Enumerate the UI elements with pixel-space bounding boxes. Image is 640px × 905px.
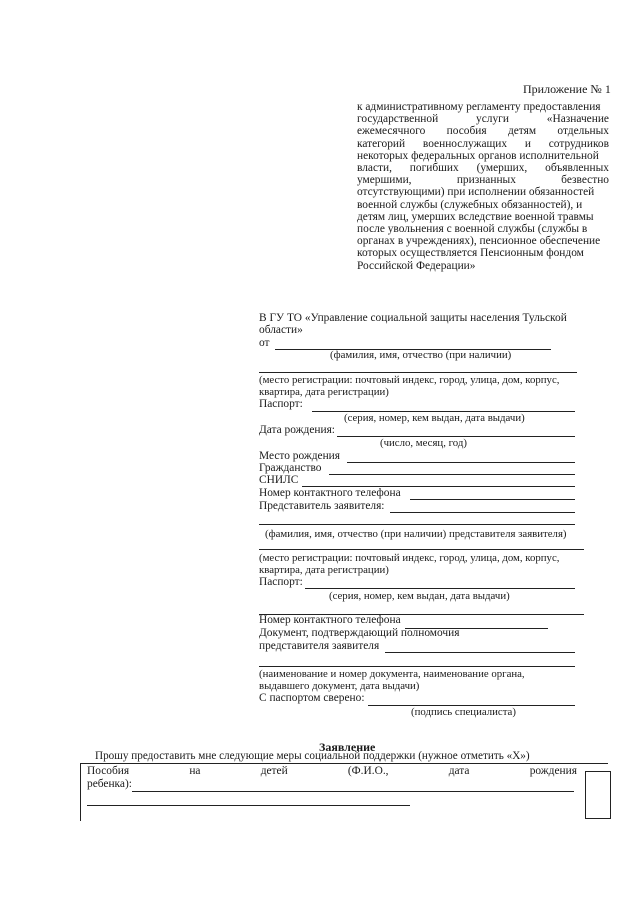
citizenship-label: Гражданство — [259, 462, 322, 474]
allowance-word: (Ф.И.О., — [347, 765, 389, 777]
snils-label: СНИЛС — [259, 474, 299, 486]
representative-label: Представитель заявителя: — [259, 500, 385, 512]
child-details-line-2[interactable] — [87, 805, 410, 806]
birth-place-line[interactable] — [347, 462, 575, 463]
regulation-word: после увольнения с военной службы (службы в — [357, 223, 588, 235]
allowance-word: детей — [260, 765, 288, 777]
phone-line[interactable] — [410, 499, 575, 500]
regulation-word: (умерших, — [476, 162, 528, 174]
regulation-word: к административному регламенту предоставления — [357, 101, 601, 113]
regulation-line — [357, 113, 609, 125]
regulation-word: Российской Федерации» — [357, 259, 476, 272]
representative-name-caption: (фамилия, имя, отчество (при наличии) представителя заявителя) — [265, 528, 567, 540]
allowance-word: Пособия — [87, 765, 130, 777]
regulation-word: умершими, — [357, 174, 412, 187]
regulation-word: и — [524, 137, 531, 150]
authority-document-caption-2: выдавшего документ, дата выдачи) — [259, 680, 420, 692]
allowance-word: дата — [448, 765, 470, 777]
table-top-border — [80, 763, 608, 764]
from-label: от — [259, 337, 270, 349]
regulation-word: «Назначение — [546, 113, 609, 126]
regulation-line — [357, 138, 609, 150]
regulation-word: признанных — [456, 174, 516, 187]
regulation-word: военнослужащих — [422, 137, 508, 150]
allowance-word: на — [189, 765, 201, 777]
birth-place-label: Место рождения — [259, 450, 341, 462]
addressee-line-2: области» — [259, 324, 303, 336]
regulation-word: некоторых федеральных органов исполнительной — [357, 149, 599, 162]
phone-label: Номер контактного телефона — [259, 487, 401, 499]
representative-address-line[interactable] — [259, 549, 584, 550]
regulation-line — [357, 235, 600, 247]
regulation-line — [357, 162, 609, 174]
regulation-word: ежемесячного — [357, 125, 426, 138]
birth-date-label: Дата рождения: — [259, 424, 335, 436]
specialist-signature-caption: (подпись специалиста) — [411, 706, 516, 718]
passport-label: Паспорт: — [259, 398, 303, 410]
appendix-number: Приложение № 1 — [523, 82, 611, 96]
representative-address-caption-2: квартира, дата регистрации) — [259, 564, 389, 576]
regulation-word: отсутствующими) при исполнении обязанностей — [357, 186, 595, 199]
addressee-text: В ГУ ТО «Управление социальной защиты населения Тульской — [259, 312, 567, 324]
passport-caption: (серия, номер, кем выдан, дата выдачи) — [344, 412, 525, 424]
applicant-address-line[interactable] — [259, 372, 577, 373]
applicant-name-caption: (фамилия, имя, отчество (при наличии) — [330, 349, 512, 361]
passport-verified-label: С паспортом сверено: — [259, 692, 365, 704]
applicant-address-caption-1: (место регистрации: почтовый индекс, город, улица, дом, корпус, — [259, 374, 560, 386]
regulation-word: пособия — [446, 125, 487, 138]
regulation-word: сотрудников — [548, 137, 609, 150]
regulation-line — [357, 260, 475, 272]
representative-name-line[interactable] — [259, 524, 575, 525]
regulation-word: военной службы (служебных обязанностей), и — [357, 198, 583, 211]
regulation-word: детям лиц, умерших вследствие военной травмы — [357, 210, 594, 223]
citizenship-line[interactable] — [329, 474, 575, 475]
regulation-line — [357, 101, 601, 113]
regulation-word: отдельных — [557, 125, 609, 138]
regulation-line — [357, 247, 584, 259]
regulation-word: которых осуществляется Пенсионным фондом — [357, 247, 584, 260]
table-left-border — [80, 763, 81, 821]
representative-passport-line[interactable] — [305, 588, 575, 589]
regulation-line — [357, 150, 599, 162]
regulation-word: органах в учреждениях), пенсионное обеспечение — [357, 235, 601, 248]
allowance-row-line-1 — [87, 765, 577, 777]
regulation-line — [357, 125, 609, 137]
authority-document-caption-1: (наименование и номер документа, наименование органа, — [259, 668, 525, 680]
allowance-row-line-2: ребенка): — [87, 778, 132, 790]
regulation-word: объявленных — [545, 162, 609, 174]
statement-title: Заявление — [319, 740, 376, 754]
regulation-line — [357, 174, 609, 186]
authority-document-line-2[interactable] — [259, 666, 575, 667]
representative-address-caption-1: (место регистрации: почтовый индекс, город, улица, дом, корпус, — [259, 552, 560, 564]
regulation-word: власти, — [357, 162, 392, 174]
regulation-word: государственной — [357, 113, 439, 126]
representative-passport-label: Паспорт: — [259, 576, 303, 588]
birth-date-caption: (число, месяц, год) — [380, 437, 467, 449]
regulation-word: погибших — [409, 162, 459, 174]
allowance-checkbox[interactable] — [585, 771, 611, 819]
authority-document-line[interactable] — [385, 652, 575, 653]
regulation-line — [357, 211, 594, 223]
regulation-word: категорий — [357, 137, 406, 150]
authority-document-label-1: Документ, подтверждающий полномочия — [259, 627, 460, 639]
request-text: Прошу предоставить мне следующие меры социальной поддержки (нужное отметить «Х») — [95, 750, 530, 762]
representative-line[interactable] — [390, 512, 575, 513]
representative-passport-caption: (серия, номер, кем выдан, дата выдачи) — [329, 590, 510, 602]
authority-document-label-2: представителя заявителя — [259, 640, 380, 652]
applicant-address-caption-2: квартира, дата регистрации) — [259, 386, 389, 398]
allowance-word: рождения — [529, 765, 577, 777]
addressee-line-1 — [259, 312, 599, 324]
regulation-word: детям — [507, 125, 537, 138]
regulation-word: услуги — [476, 113, 509, 126]
child-details-line[interactable] — [132, 791, 574, 792]
regulation-line — [357, 223, 587, 235]
regulation-line — [357, 186, 594, 198]
regulation-word: безвестно — [561, 174, 609, 187]
regulation-line — [357, 199, 582, 211]
representative-phone-label: Номер контактного телефона — [259, 614, 401, 626]
